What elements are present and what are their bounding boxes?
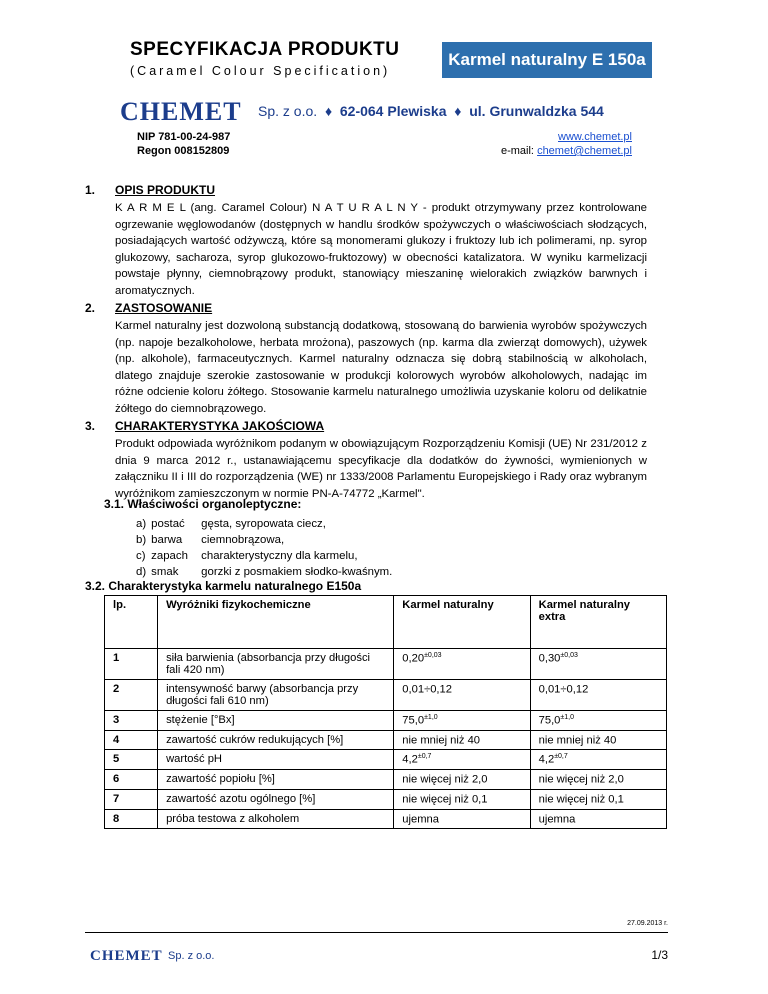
company-ids — [137, 130, 230, 158]
postal-address: 62-064 Plewiska — [339, 103, 447, 119]
list-item: b) barwa ciemnobrązowa, — [136, 534, 285, 546]
row-number: 8 — [105, 809, 158, 829]
document-title: SPECYFIKACJA PRODUKTU — [130, 39, 400, 60]
row-number: 1 — [105, 649, 158, 680]
row-number: 4 — [105, 730, 158, 750]
row-value-natural: nie więcej niż 2,0 — [394, 770, 530, 790]
section-text: K A R M E L (ang. Caramel Colour) N A T U R A L N Y - produkt otrzymywany przez kontrolowane ogrzewanie węglowodanów (dostępnych w handlu środków spożywczych o właściwościach słodzących, posiadających wartość odżywczą, które są monomerami glukozy i fruktozy lub ich polimerami, np. syrop glukozowy, sacharoza, syrop glukozowo-fruktozowy) w obecności katalizatora. W wyniku karmelizacji powstaje płynny, ciemnobrązowy produkt, stanowiący mieszaninę wielorakich związków barwnych i aromatycznych. — [115, 202, 647, 297]
section-title: CHARAKTERYSTYKA JAKOŚCIOWA — [115, 419, 325, 433]
product-badge: Karmel naturalny E 150a — [442, 42, 652, 78]
chemet-logo: CHEMET — [120, 97, 242, 126]
row-parameter: zawartość cukrów redukujących [%] — [158, 730, 394, 750]
organoleptic-title: 3.1. Właściwości organoleptyczne: — [104, 497, 302, 511]
organoleptic-list — [136, 516, 392, 580]
row-value-extra: nie mniej niż 40 — [530, 730, 666, 750]
row-parameter: intensywność barwy (absorbancja przy długości fali 610 nm) — [158, 680, 394, 711]
row-value-natural: $4,2^{\pm 0,7}$ — [394, 750, 530, 770]
row-value-extra: nie więcej niż 2,0 — [530, 770, 666, 790]
row-value-natural: nie więcej niż 0,1 — [394, 789, 530, 809]
separator-icon: ♦ — [454, 103, 462, 119]
list-item: c) zapach charakterystyczny dla karmelu, — [136, 550, 358, 562]
table-row — [105, 649, 667, 680]
table-row — [105, 711, 667, 731]
website-link[interactable]: www.chemet.pl — [558, 131, 632, 143]
table-row — [105, 770, 667, 790]
table-row — [105, 680, 667, 711]
row-parameter: zawartość azotu ogólnego [%] — [158, 789, 394, 809]
header-natural-extra: Karmel naturalny extra — [530, 596, 666, 649]
row-value-natural: $0,20^{\pm 0,03}$ — [394, 649, 530, 680]
section-number: 2. — [85, 301, 96, 315]
section-title: OPIS PRODUKTU — [115, 183, 216, 197]
header-natural: Karmel naturalny — [394, 596, 530, 649]
nip-number: NIP 781-00-24-987 — [137, 131, 231, 143]
section-text: Karmel naturalny jest dozwoloną substancją dodatkową, stosowaną do barwienia wyrobów spożywczych (np. napoje bezalkoholowe, herbata mrożona), paszowych (np. karma dla zwierząt domowych), używek (np. alkohole), farmaceutycznych. Karmel naturalny odznacza się dobrą stabilnością w alkoholach, dlatego znajduje szerokie zastosowanie w produkcji kolorowych wyrobów alkoholowych, nadając im różne odcienie koloru żółtego. Stosowanie karmelu naturalnego umożliwia uzyskanie koloru od delikatnie żółtego do ciemnobrązowego. — [115, 320, 647, 415]
row-value-extra: $4,2^{\pm 0,7}$ — [530, 750, 666, 770]
list-item: a) postać gęsta, syropowata ciecz, — [136, 518, 326, 530]
page-number: 1/3 — [651, 948, 668, 962]
table-row — [105, 730, 667, 750]
row-number: 6 — [105, 770, 158, 790]
row-parameter: wartość pH — [158, 750, 394, 770]
table-row — [105, 750, 667, 770]
row-value-natural: 0,01÷0,12 — [394, 680, 530, 711]
row-number: 7 — [105, 789, 158, 809]
separator-icon: ♦ — [324, 103, 333, 119]
list-item: d) smak gorzki z posmakiem słodko-kwaśnym. — [136, 566, 393, 578]
regon-number: Regon 008152809 — [137, 145, 230, 157]
footer-logo: CHEMET — [90, 948, 163, 964]
row-parameter: siła barwienia (absorbancja przy długości fali 420 nm) — [158, 649, 394, 680]
document-date: 27.09.2013 r. — [627, 920, 668, 927]
row-value-extra: nie więcej niż 0,1 — [530, 789, 666, 809]
row-value-natural: $75,0^{\pm 1,0}$ — [394, 711, 530, 731]
row-number: 5 — [105, 750, 158, 770]
table-header-row — [105, 596, 667, 649]
row-parameter: zawartość popiołu [%] — [158, 770, 394, 790]
footer-divider — [85, 932, 668, 933]
row-number: 2 — [105, 680, 158, 711]
section-number: 3. — [85, 419, 96, 433]
table-title: 3.2. Charakterystyka karmelu naturalnego E150a — [85, 579, 362, 593]
email-link[interactable]: chemet@chemet.pl — [537, 145, 632, 157]
header-lp: lp. — [105, 596, 158, 649]
company-form: Sp. z o.o. — [258, 103, 318, 119]
row-value-natural: nie mniej niż 40 — [394, 730, 530, 750]
email-label: e-mail: — [500, 145, 534, 157]
street-address: ul. Grunwaldzka 544 — [469, 103, 604, 119]
row-parameter: próba testowa z alkoholem — [158, 809, 394, 829]
section-title: ZASTOSOWANIE — [115, 301, 213, 315]
document-subtitle: (Caramel Colour Specification) — [130, 64, 391, 78]
section-number: 1. — [85, 183, 96, 197]
row-value-extra: $75,0^{\pm 1,0}$ — [530, 711, 666, 731]
table-row — [105, 809, 667, 829]
spec-table — [104, 595, 667, 829]
row-value-extra: 0,01÷0,12 — [530, 680, 666, 711]
row-parameter: stężenie [°Bx] — [158, 711, 394, 731]
row-value-extra: ujemna — [530, 809, 666, 829]
footer-company-form: Sp. z o.o. — [168, 950, 215, 962]
header-param: Wyróżniki fizykochemiczne — [158, 596, 394, 649]
table-row — [105, 789, 667, 809]
row-value-natural: ujemna — [394, 809, 530, 829]
company-contact — [501, 130, 632, 158]
row-number: 3 — [105, 711, 158, 731]
row-value-extra: $0,30^{\pm 0,03}$ — [530, 649, 666, 680]
section-text: Produkt odpowiada wyróżnikom podanym w obowiązującym Rozporządzeniu Komisji (UE) Nr 231/2012 z dnia 9 marca 2012 r., ustanawiającemu specyfikacje dla dodatków do żywności, wymienionych w załączniku II i III do rozporządzenia (WE) nr 1333/2008 Parlamentu Europejskiego i Rady oraz wybranym wyróżnikom zamieszczonym w normie PN-A-74772 „Karmel". — [115, 438, 647, 500]
company-address — [258, 103, 604, 119]
